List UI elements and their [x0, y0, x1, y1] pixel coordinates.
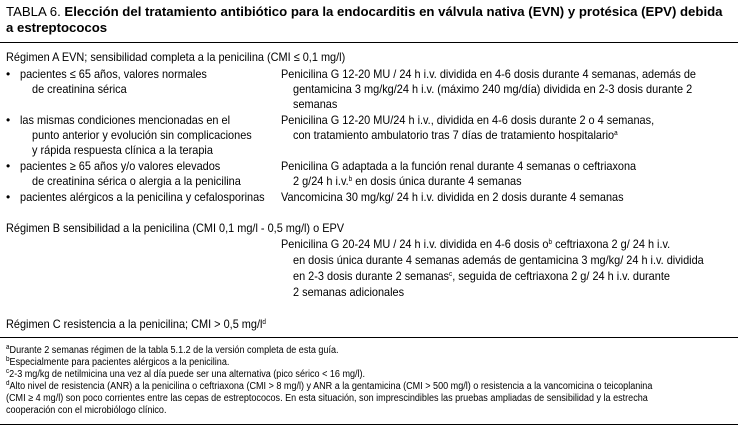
regimen-c-heading: Régimen C resistencia a la penicilina; CMI > 0,5 $mg/l^d$ [6, 317, 266, 331]
patient-1-line-1: pacientes ≤ 65 años, valores normales [20, 67, 207, 81]
treatment-2-line-2: con tratamiento ambulatorio tras 7 días de tratamiento hospitalario$^a$ [293, 128, 618, 142]
table-title-text: Elección del tratamiento antibiótico para la endocarditis en válvula nativa (EVN) y protésica (EPV) debida a estreptococos [6, 4, 723, 35]
regimen-b-heading: Régimen B sensibilidad a la penicilina (CMI 0,1 mg/l - 0,5 mg/l) o EPV [6, 221, 345, 235]
patient-2-line-3: y rápida respuesta clínica a la terapia [32, 143, 213, 157]
footnote-ref-b: b [348, 176, 353, 183]
footnote-ref-a: a [614, 130, 618, 137]
patient-3-line-2: de creatinina sérica o alergia a la penicilina [32, 174, 241, 188]
patient-3-line-1: pacientes ≥ 65 años y/o valores elevados [20, 159, 221, 173]
regimen-b-line-3: en 2-3 dosis durante 2 semanas$^c$, seguida de ceftriaxona 2 g/ 24 h i.v. durante [293, 269, 670, 283]
top-rule [0, 42, 738, 43]
bullet-4: • [6, 190, 11, 204]
patient-4-line-1: pacientes alérgicos a la penicilina y cefalosporinas [20, 190, 265, 204]
table-label: TABLA 6. [6, 4, 61, 19]
treatment-1-line-2: gentamicina 3 mg/kg/24 h i.v. (máximo 240 mg/día) dividida en 2-3 dosis durante 2 [293, 82, 693, 96]
patient-2-line-2: punto anterior y evolución sin complicaciones [32, 128, 252, 142]
footnote-ref-c: c [449, 271, 453, 278]
footnote-ref-d: d [262, 319, 266, 326]
regimen-b-line-2: en dosis única durante 4 semanas además de gentamicina 3 mg/kg/ 24 h i.v. dividida [293, 253, 704, 267]
regimen-b-line-1: Penicilina G 20-24 MU / 24 h i.v. dividida en 4-6 dosis $o^b$ ceftriaxona 2 g/ 24 h i.v. [281, 237, 671, 251]
treatment-1-line-1: Penicilina G 12-20 MU / 24 h i.v. dividida en 4-6 dosis durante 4 semanas, además de [281, 67, 696, 81]
table-title [6, 4, 732, 36]
footnote-c: $^c$2-3 mg/kg de netilmicina una vez al día puede ser una alternativa (pico sérico < 16 mg/l). [6, 368, 366, 380]
regimen-b-line-4: 2 semanas adicionales [293, 285, 405, 299]
footnote-rule [0, 337, 738, 338]
bottom-rule [0, 424, 738, 425]
footnote-d-line-3: cooperación con el microbiólogo clínico. [6, 405, 167, 416]
patient-2-line-1: las mismas condiciones mencionadas en el [20, 113, 231, 127]
bullet-1: • [6, 67, 11, 81]
patient-1-line-2: de creatinina sérica [32, 82, 127, 96]
bullet-2: • [6, 113, 11, 127]
footnote-a: $^a$Durante 2 semanas régimen de la tabla 5.1.2 de la versión completa de esta guía. [6, 344, 339, 356]
treatment-1-line-3: semanas [293, 97, 338, 111]
regimen-a-heading: Régimen A EVN; sensibilidad completa a la penicilina (CMI ≤ 0,1 mg/l) [6, 50, 346, 64]
footnote-d-line-1: $^d$Alto nivel de resistencia (ANR) a la penicilina o ceftriaxona (CMI > 8 mg/l) y ANR a la gentamicina (CMI > 500 mg/l) o resistencia a la vancomicina o teicoplanina [6, 380, 653, 392]
treatment-3-line-1: Penicilina G adaptada a la función renal durante 4 semanas o ceftriaxona [281, 159, 637, 173]
treatment-4-line-1: Vancomicina 30 mg/kg/ 24 h i.v. dividida en 2 dosis durante 4 semanas [281, 190, 624, 204]
treatment-2-line-1: Penicilina G 12-20 MU/24 h i.v., dividida en 4-6 dosis durante 2 o 4 semanas, [281, 113, 655, 127]
footnote-ref-b2: b [548, 239, 553, 246]
bullet-3: • [6, 159, 11, 173]
footnote-b: $^b$Especialmente para pacientes alérgicos a la penicilina. [6, 356, 230, 368]
treatment-3-line-2: 2 g/24 h i.v.$^b$ en dosis única durante 4 semanas [293, 174, 522, 188]
footnote-d-line-2: (CMI ≥ 4 mg/l) son poco corrientes entre las cepas de estreptococos. En esta situación, son imprescindibles las pruebas ampliadas de sensibilidad y la estrecha [6, 393, 648, 404]
